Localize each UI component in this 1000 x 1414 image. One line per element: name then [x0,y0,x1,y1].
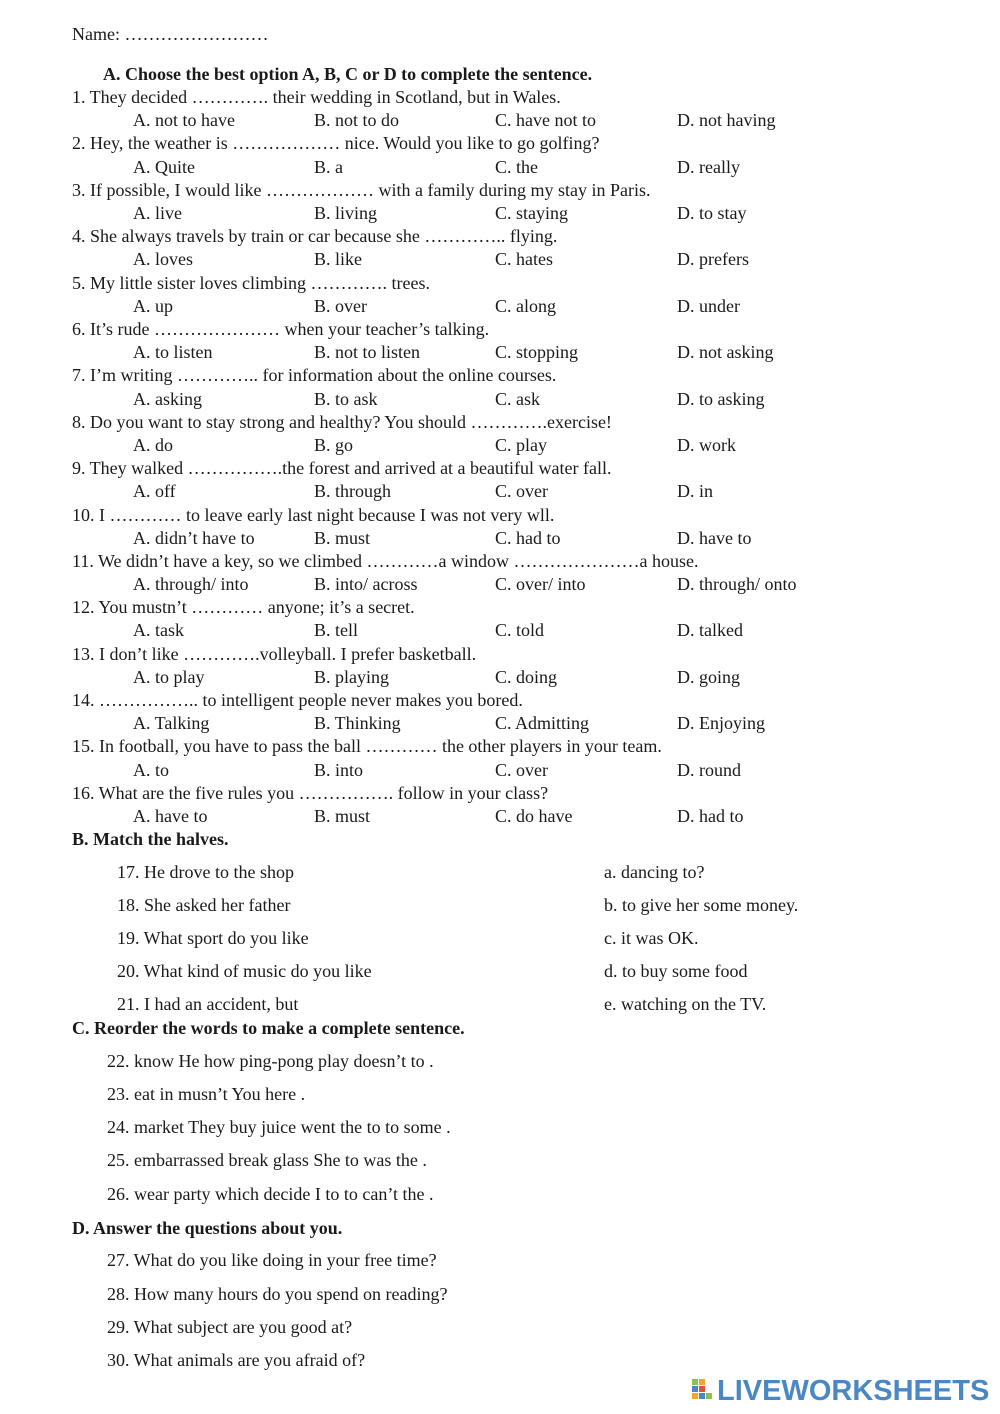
question-3 [72,179,972,225]
question-14 [72,689,972,735]
option-b: B. a [314,156,343,177]
question-2 [72,132,972,178]
option-a: A. have to [133,806,208,827]
reorder-item: 25. embarrassed break glass She to was the . [107,1150,427,1170]
reorder-item: 24. market They buy juice went the to to some . [107,1117,451,1137]
option-a: A. asking [133,388,202,409]
option-d: D. Enjoying [677,713,765,734]
option-c: C. Admitting [495,713,590,734]
option-d: D. prefers [677,249,749,270]
options-row [72,666,972,689]
question-5 [72,272,972,318]
option-c: C. had to [495,527,561,548]
option-c: C. stopping [495,342,579,363]
options-row [72,202,972,225]
match-left: 19. What sport do you like [117,928,309,948]
question-stem: 10. I ………… to leave early last night because I was not very wll. [72,504,555,525]
question-stem: 1. They decided …………. their wedding in Scotland, but in Wales. [72,87,561,107]
question-stem: 9. They walked …………….the forest and arrived at a beautiful water fall. [72,458,612,479]
section-a-title: A. Choose the best option A, B, C or D to complete the sentence. [103,64,593,84]
option-c: C. hates [495,249,553,270]
reorder-item: 23. eat in musn’t You here . [107,1084,306,1104]
option-c: C. over/ into [495,574,586,595]
option-a: A. Talking [133,713,210,734]
question-11 [72,550,972,596]
option-c: C. the [495,156,538,177]
match-right: a. dancing to? [604,862,705,882]
question-stem: 15. In football, you have to pass the ball ………… the other players in your team. [72,736,662,757]
option-c: C. along [495,295,556,316]
name-line: Name: …………………… [72,24,269,44]
options-row [72,434,972,457]
question-stem: 5. My little sister loves climbing …………. trees. [72,272,430,293]
question-stem: 8. Do you want to stay strong and healthy? You should ………….exercise! [72,411,612,432]
option-c: C. have not to [495,110,596,131]
option-c: C. told [495,620,545,641]
liveworksheets-logo [692,1374,989,1408]
section-b-title: B. Match the halves. [72,829,229,849]
question-12 [72,596,972,642]
options-row [72,619,972,642]
options-row [72,295,972,318]
question-stem: 11. We didn’t have a key, so we climbed …………a window …………………a house. [72,550,699,571]
question-10 [72,504,972,550]
question-stem: 7. I’m writing ………….. for information about the online courses. [72,365,557,386]
question-4 [72,225,972,271]
question-stem: 12. You mustn’t ………… anyone; it’s a secret. [72,597,415,618]
option-b: B. must [314,806,371,827]
options-row [72,527,972,550]
match-right: d. to buy some food [604,961,748,981]
reorder-item: 22. know He how ping-pong play doesn’t to . [107,1051,434,1071]
option-d: D. talked [677,620,743,641]
question-stem: 13. I don’t like ………….volleyball. I prefer basketball. [72,643,477,664]
question-15 [72,735,972,781]
option-d: D. in [677,481,713,502]
option-b: B. not to listen [314,342,421,363]
options-row [72,388,972,411]
option-d: D. work [677,434,736,455]
question-13 [72,643,972,689]
option-a: A. didn’t have to [133,527,255,548]
option-d: D. through/ onto [677,574,797,595]
option-a: A. loves [133,249,193,270]
option-d: D. not having [677,110,776,131]
question-stem: 14. …………….. to intelligent people never makes you bored. [72,690,523,711]
option-b: B. into/ across [314,574,418,595]
option-a: A. live [133,202,182,223]
option-b: B. like [314,249,362,270]
option-c: C. staying [495,202,569,223]
question-item: 29. What subject are you good at? [107,1317,353,1337]
options-row [72,805,972,828]
option-c: C. over [495,481,548,502]
question-item: 30. What animals are you afraid of? [107,1350,366,1370]
reorder-item: 26. wear party which decide I to to can’t the . [107,1184,434,1204]
option-b: B. over [314,295,367,316]
option-a: A. off [133,481,176,502]
question-6 [72,318,972,364]
options-row [72,109,972,132]
option-a: A. to play [133,666,205,687]
option-c: C. play [495,434,547,455]
option-b: B. must [314,527,371,548]
option-a: A. Quite [133,156,195,177]
options-row [72,712,972,735]
option-d: D. to stay [677,202,747,223]
options-row [72,573,972,596]
question-stem: 16. What are the five rules you ……………. follow in your class? [72,782,549,803]
question-9 [72,457,972,503]
match-left: 21. I had an accident, but [117,994,299,1014]
option-d: D. had to [677,806,744,827]
option-b: B. go [314,434,354,455]
match-right: b. to give her some money. [604,895,799,915]
match-right: c. it was OK. [604,928,699,948]
option-b: B. playing [314,666,389,687]
option-b: B. to ask [314,388,378,409]
option-d: D. really [677,156,740,177]
options-row [72,156,972,179]
question-stem: 4. She always travels by train or car because she ………….. flying. [72,226,558,247]
option-b: B. into [314,759,364,780]
option-d: D. under [677,295,740,316]
options-row [72,248,972,271]
options-row [72,759,972,782]
question-8 [72,411,972,457]
section-c-title: C. Reorder the words to make a complete sentence. [72,1018,465,1038]
option-a: A. not to have [133,110,235,131]
options-row [72,480,972,503]
option-b: B. living [314,202,378,223]
question-item: 28. How many hours do you spend on reading? [107,1284,448,1304]
question-item: 27. What do you like doing in your free time? [107,1250,437,1270]
option-d: D. have to [677,527,752,548]
option-b: B. not to do [314,110,400,131]
option-b: B. through [314,481,392,502]
question-stem: 2. Hey, the weather is ……………… nice. Would you like to go golfing? [72,133,600,154]
question-7 [72,364,972,410]
question-list [72,86,972,828]
option-c: C. over [495,759,548,780]
question-1 [72,86,972,132]
option-a: A. to [133,759,169,780]
option-d: D. not asking [677,342,774,363]
match-left: 18. She asked her father [117,895,291,915]
match-right: e. watching on the TV. [604,994,767,1014]
option-b: B. tell [314,620,358,641]
option-a: A. task [133,620,184,641]
option-a: A. to listen [133,342,213,363]
option-c: C. do have [495,806,573,827]
logo-blocks-icon [692,1377,714,1405]
match-left: 20. What kind of music do you like [117,961,372,981]
question-16 [72,782,972,828]
question-stem: 3. If possible, I would like ……………… with a family during my stay in Paris. [72,179,651,200]
option-d: D. round [677,759,741,780]
option-c: C. ask [495,388,540,409]
option-a: A. do [133,434,173,455]
option-a: A. through/ into [133,574,249,595]
option-b: B. Thinking [314,713,401,734]
match-left: 17. He drove to the shop [117,862,294,882]
section-d-title: D. Answer the questions about you. [72,1218,343,1238]
option-a: A. up [133,295,173,316]
option-c: C. doing [495,666,558,687]
options-row [72,341,972,364]
logo-text: LIVEWORKSHEETS [717,1374,990,1407]
option-d: D. going [677,666,740,687]
option-d: D. to asking [677,388,765,409]
question-stem: 6. It’s rude ………………… when your teacher’s talking. [72,318,490,339]
